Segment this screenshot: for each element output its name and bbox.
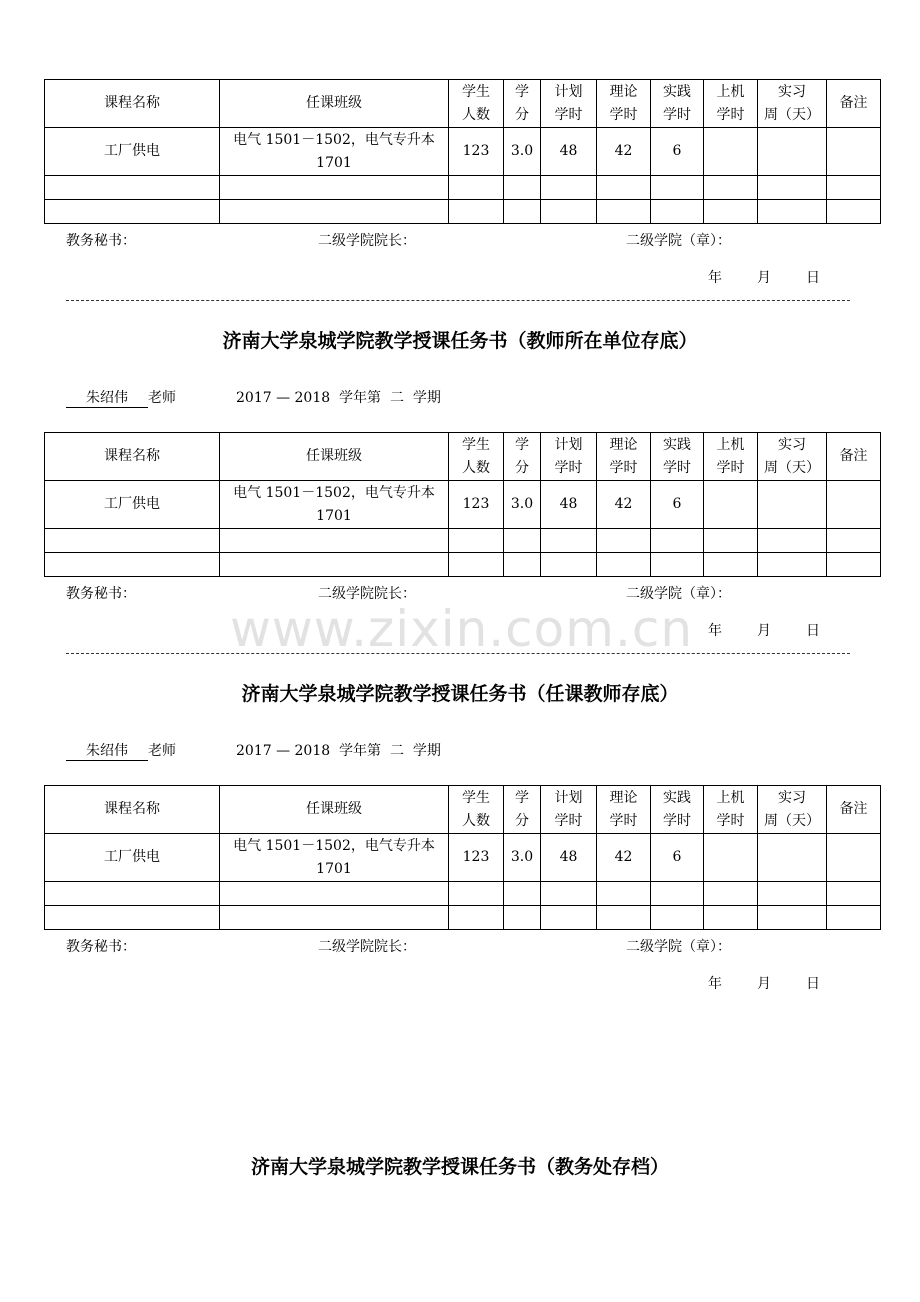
- table-row-empty: [45, 176, 881, 200]
- header-internship: 实习 周（天）: [758, 80, 827, 128]
- cell-students: 123: [449, 481, 504, 529]
- cell-class-line1: 电气 1501－1502，电气专升本: [233, 837, 435, 854]
- table-row-empty: [45, 200, 881, 224]
- header-students: 学生 人数: [449, 80, 504, 128]
- title-office-copy: 济南大学泉城学院教学授课任务书（教务处存档）: [250, 1156, 669, 1178]
- title-teacher-copy: 济南大学泉城学院教学授课任务书（任课教师存底）: [241, 683, 679, 705]
- cell-credits: 3.0: [504, 128, 541, 176]
- header-credits: 学 分: [504, 433, 541, 481]
- cell-theory: 42: [597, 128, 651, 176]
- cell-class: [220, 834, 449, 882]
- table-row: [45, 834, 881, 882]
- dean-label: 二级学院院长：: [318, 939, 416, 955]
- header-remarks: 备注: [827, 433, 881, 481]
- cell-planned: 48: [541, 834, 597, 882]
- header-practice-hours: 实践 学时: [651, 80, 704, 128]
- term-label: 2017 — 2018 学年第 二 学期: [236, 743, 441, 759]
- task-table-2: [44, 432, 881, 577]
- table-row-empty: [45, 906, 881, 930]
- cell-planned: 48: [541, 481, 597, 529]
- cut-line: [66, 300, 850, 301]
- secretary-label: 教务秘书：: [66, 939, 136, 955]
- cell-students: 123: [449, 834, 504, 882]
- date-year: 年: [708, 623, 722, 639]
- header-planned-hours: 计划 学时: [541, 433, 597, 481]
- cell-credits: 3.0: [504, 481, 541, 529]
- table-row: [45, 481, 881, 529]
- header-theory-hours: 理论 学时: [597, 80, 651, 128]
- cell-class-line2: 1701: [316, 154, 352, 171]
- college-stamp-label: 二级学院（章）：: [626, 586, 731, 602]
- dean-label: 二级学院院长：: [318, 233, 416, 249]
- term-label: 2017 — 2018 学年第 二 学期: [236, 390, 441, 406]
- cell-practice: 6: [651, 128, 704, 176]
- header-course: 课程名称: [45, 80, 220, 128]
- date-month: 月: [757, 976, 771, 992]
- cell-practice: 6: [651, 834, 704, 882]
- teacher-line: [66, 740, 176, 761]
- date-day: 日: [806, 623, 820, 639]
- header-practice-hours: 实践 学时: [651, 433, 704, 481]
- date-month: 月: [757, 623, 771, 639]
- cell-credits: 3.0: [504, 834, 541, 882]
- date-year: 年: [708, 976, 722, 992]
- header-planned-hours: 计划 学时: [541, 80, 597, 128]
- header-course: 课程名称: [45, 433, 220, 481]
- header-computer-hours: 上机 学时: [704, 433, 758, 481]
- cell-computer: [704, 834, 758, 882]
- header-computer-hours: 上机 学时: [704, 786, 758, 834]
- header-internship: 实习 周（天）: [758, 433, 827, 481]
- cell-internship: [758, 128, 827, 176]
- cell-course: 工厂供电: [45, 481, 220, 529]
- date-year: 年: [708, 270, 722, 286]
- cell-computer: [704, 481, 758, 529]
- college-stamp-label: 二级学院（章）：: [626, 233, 731, 249]
- header-students: 学生 人数: [449, 433, 504, 481]
- cell-course: 工厂供电: [45, 834, 220, 882]
- cell-computer: [704, 128, 758, 176]
- cell-planned: 48: [541, 128, 597, 176]
- header-credits: 学 分: [504, 80, 541, 128]
- cell-remarks: [827, 128, 881, 176]
- task-table-3: [44, 785, 881, 930]
- cell-remarks: [827, 481, 881, 529]
- title-unit-copy: 济南大学泉城学院教学授课任务书（教师所在单位存底）: [222, 330, 698, 352]
- cell-class-line2: 1701: [316, 507, 352, 524]
- task-table-1: [44, 79, 881, 224]
- header-computer-hours: 上机 学时: [704, 80, 758, 128]
- header-credits: 学 分: [504, 786, 541, 834]
- cell-practice: 6: [651, 481, 704, 529]
- teacher-line: [66, 387, 176, 408]
- header-class: 任课班级: [220, 80, 449, 128]
- cell-theory: 42: [597, 481, 651, 529]
- table-row: [45, 128, 881, 176]
- cell-class-line2: 1701: [316, 860, 352, 877]
- cell-course: 工厂供电: [45, 128, 220, 176]
- cell-students: 123: [449, 128, 504, 176]
- teacher-name: 朱绍伟: [66, 742, 148, 761]
- header-theory-hours: 理论 学时: [597, 433, 651, 481]
- cell-theory: 42: [597, 834, 651, 882]
- teacher-suffix: 老师: [148, 743, 176, 759]
- cell-internship: [758, 834, 827, 882]
- cell-class-line1: 电气 1501－1502，电气专升本: [233, 131, 435, 148]
- cell-internship: [758, 481, 827, 529]
- header-practice-hours: 实践 学时: [651, 786, 704, 834]
- cell-class-line1: 电气 1501－1502，电气专升本: [233, 484, 435, 501]
- header-remarks: 备注: [827, 80, 881, 128]
- table-row-empty: [45, 529, 881, 553]
- college-stamp-label: 二级学院（章）：: [626, 939, 731, 955]
- cell-remarks: [827, 834, 881, 882]
- cell-class: [220, 481, 449, 529]
- table-row-empty: [45, 882, 881, 906]
- teacher-name: 朱绍伟: [66, 389, 148, 408]
- teacher-suffix: 老师: [148, 390, 176, 406]
- date-month: 月: [757, 270, 771, 286]
- header-class: 任课班级: [220, 433, 449, 481]
- header-theory-hours: 理论 学时: [597, 786, 651, 834]
- dean-label: 二级学院院长：: [318, 586, 416, 602]
- table-row-empty: [45, 553, 881, 577]
- header-remarks: 备注: [827, 786, 881, 834]
- secretary-label: 教务秘书：: [66, 586, 136, 602]
- watermark: www.zixin.com.cn: [230, 600, 694, 658]
- date-day: 日: [806, 976, 820, 992]
- header-class: 任课班级: [220, 786, 449, 834]
- cell-class: [220, 128, 449, 176]
- header-course: 课程名称: [45, 786, 220, 834]
- header-internship: 实习 周（天）: [758, 786, 827, 834]
- cut-line: [66, 653, 850, 654]
- header-students: 学生 人数: [449, 786, 504, 834]
- date-day: 日: [806, 270, 820, 286]
- header-planned-hours: 计划 学时: [541, 786, 597, 834]
- secretary-label: 教务秘书：: [66, 233, 136, 249]
